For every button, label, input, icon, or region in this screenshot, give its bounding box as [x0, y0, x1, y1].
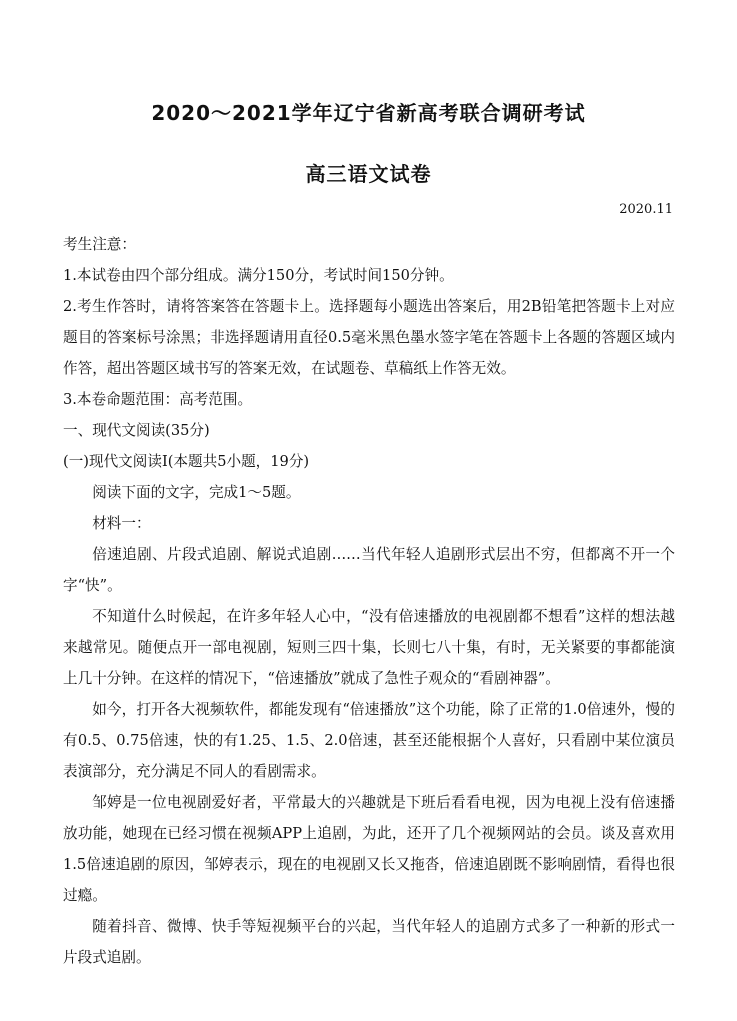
- exam-title: 2020～2021学年辽宁省新高考联合调研考试: [151, 101, 586, 125]
- notice-item-3: 3.本卷命题范围：高考范围。: [63, 391, 253, 408]
- exam-subtitle: 高三语文试卷: [305, 162, 432, 186]
- subsection-heading: (一)现代文阅读Ⅰ(本题共5小题，19分): [63, 453, 310, 470]
- paragraph-5: 随着抖音、微博、快手等短视频平台的兴起，当代年轻人的追剧方式多了一种新的形式一片段式追剧。: [63, 918, 675, 966]
- section-heading: 一、现代文阅读(35分): [63, 422, 210, 439]
- paragraph-2: 不知道什么时候起，在许多年轻人心中，“没有倍速播放的电视剧都不想看”这样的想法越来越常见。随便点开一部电视剧，短则三四十集，长则七八十集，有时，无关紧要的事都能演上几十分钟。在这样的情况下，“倍速播放”就成了急性子观众的“看剧神器”。: [63, 608, 675, 687]
- reading-instruction: 阅读下面的文字，完成1～5题。: [92, 484, 301, 501]
- exam-content: [63, 229, 675, 973]
- notice-heading: 考生注意：: [63, 236, 136, 253]
- notice-item-2: 2.考生作答时，请将答案答在答题卡上。选择题每小题选出答案后，用2B铅笔把答题卡上对应题目的答案标号涂黑；非选择题请用直径0.5毫米黑色墨水签字笔在答题卡上各题的答题区域内作答，超出答题区域书写的答案无效，在试题卷、草稿纸上作答无效。: [63, 298, 675, 377]
- notice-item-1: 1.本试卷由四个部分组成。满分150分，考试时间150分钟。: [63, 267, 454, 284]
- paragraph-3: 如今，打开各大视频软件，都能发现有“倍速播放”这个功能，除了正常的1.0倍速外，慢的有0.5、0.75倍速，快的有1.25、1.5、2.0倍速，甚至还能根据个人喜好，只看剧中某位演员表演部分，充分满足不同人的看剧需求。: [63, 701, 675, 780]
- exam-date: 2020.11: [619, 202, 673, 217]
- paragraph-1: 倍速追剧、片段式追剧、解说式追剧……当代年轻人追剧形式层出不穷，但都离不开一个字“快”。: [63, 546, 675, 594]
- paragraph-4: 邹婷是一位电视剧爱好者，平常最大的兴趣就是下班后看看电视，因为电视上没有倍速播放功能，她现在已经习惯在视频APP上追剧，为此，还开了几个视频网站的会员。谈及喜欢用1.5倍速追剧的原因，邹婷表示，现在的电视剧又长又拖沓，倍速追剧既不影响剧情，看得也很过瘾。: [63, 794, 675, 904]
- material-label: 材料一：: [92, 515, 151, 532]
